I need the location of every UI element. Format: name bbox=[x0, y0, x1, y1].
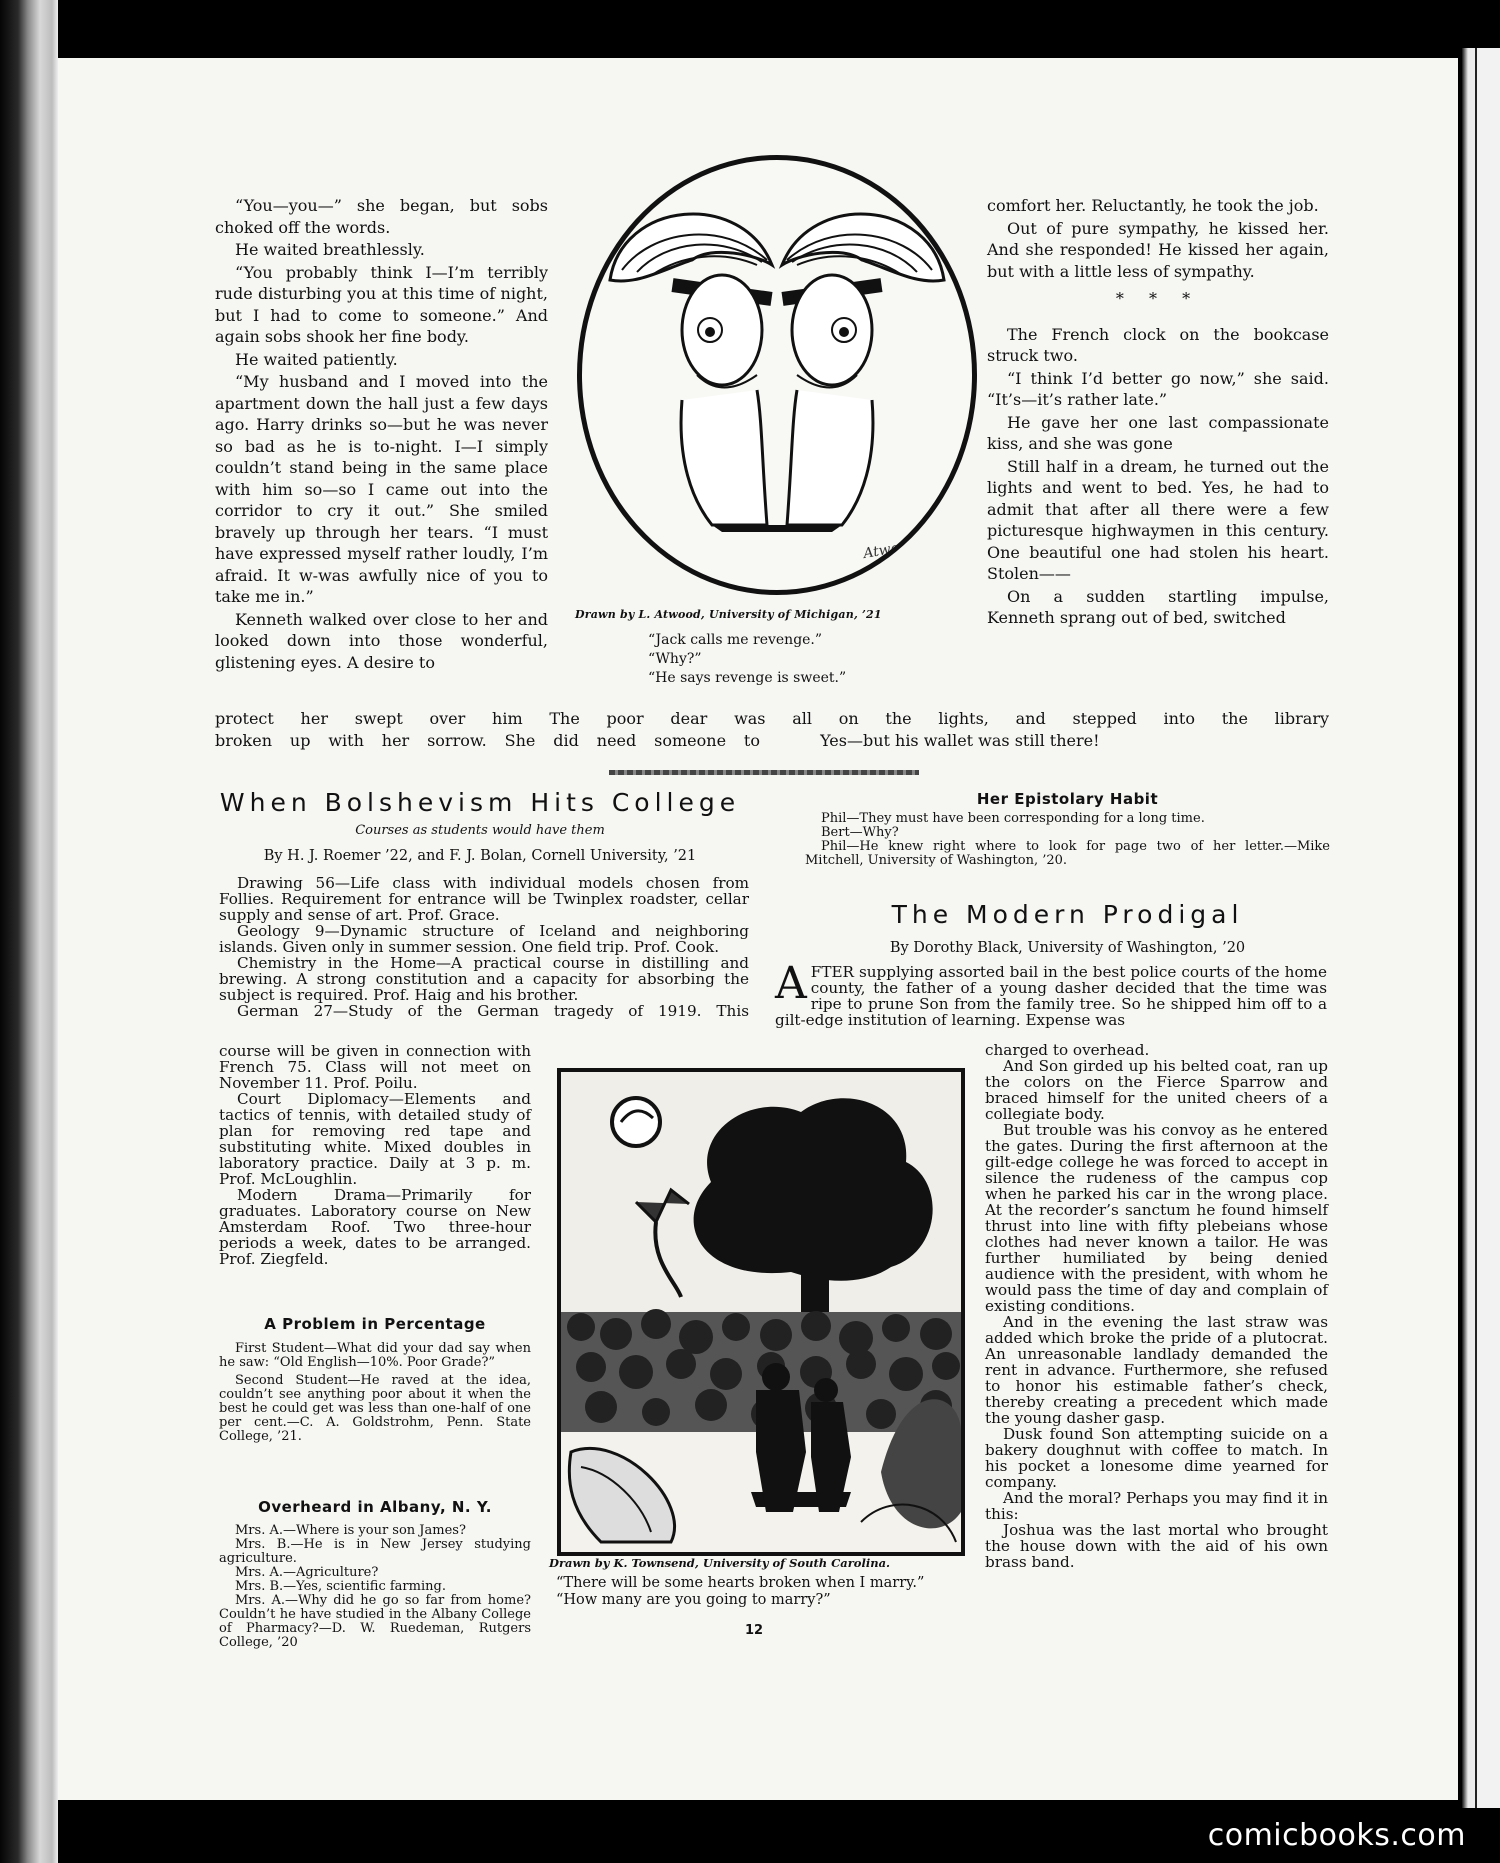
story-paragraph: “You probably think I—I’m terribly rude disturbing you at this time of night, but I had to come to someone.” And again sobs shook her fine body. bbox=[215, 262, 548, 346]
section-divider bbox=[609, 770, 919, 775]
course-listing: Modern Drama—Primarily for graduates. Laboratory course on New Amsterdam Roof. Two three-hour periods a week, dates to be arranged. Prof. Ziegfeld. bbox=[219, 1186, 531, 1268]
course-listing: Drawing 56—Life class with individual models chosen from Follies. Requirement for entrance will be Twinplex roadster, cellar supply and sense of art. Prof. Grace. bbox=[219, 874, 749, 924]
prodigal-paragraph: charged to overhead. bbox=[985, 1041, 1150, 1059]
park-bench-drawing bbox=[561, 1072, 961, 1552]
story-paragraph: Still half in a dream, he turned out the lights and went to bed. Yes, he had to admit that after all there were a few picturesque highwaymen in this century. One beautiful one had stolen his heart. Stolen—— bbox=[987, 456, 1329, 583]
course-listing: Court Diplomacy—Elements and tactics of tennis, with detailed study of plan for removing red tape and substituting white. Mixed doubles in laboratory practice. Daily at 3 p. m. Prof. McLoughlin. bbox=[219, 1090, 531, 1188]
twin-faces-drawing bbox=[582, 160, 972, 590]
dialog-line: Mrs. A.—Where is your son James? bbox=[235, 1523, 466, 1538]
page-number: 12 bbox=[745, 1623, 764, 1638]
prodigal-paragraph: Dusk found Son attempting suicide on a bakery doughnut with coffee to match. In his pocket a lonesome dime yearned for company. bbox=[985, 1425, 1328, 1491]
prodigal-paragraph: And Son girded up his belted coat, ran up the colors on the Fierce Sparrow and braced himself for the united cheers of a collegiate body. bbox=[985, 1057, 1328, 1123]
prodigal-paragraph: Joshua was the last mortal who brought the house down with the aid of his own brass band. bbox=[985, 1521, 1328, 1571]
dialog-line: Mrs. B.—He is in New Jersey studying agriculture. bbox=[219, 1537, 531, 1566]
article-byline: By H. J. Roemer ’22, and F. J. Bolan, Cornell University, ’21 bbox=[263, 848, 697, 864]
story-paragraph: “I think I’d better go now,” she said. “It’s—it’s rather late.” bbox=[987, 368, 1329, 409]
story-paragraph: He waited patiently. bbox=[235, 349, 398, 369]
story-paragraph: He waited breathlessly. bbox=[235, 240, 425, 259]
prodigal-byline: By Dorothy Black, University of Washington, ’20 bbox=[889, 940, 1246, 956]
caption-line: “He says revenge is sweet.” bbox=[648, 670, 847, 686]
story-paragraph: Out of pure sympathy, he kissed her. And she responded! He kissed her again, but with a little less of sympathy. bbox=[987, 218, 1329, 281]
dialog-line: Mrs. A.—Agriculture? bbox=[235, 1565, 379, 1580]
next-page-edge-inner bbox=[1475, 48, 1500, 1808]
prodigal-title: The Modern Prodigal bbox=[891, 900, 1244, 929]
story-paragraph: The French clock on the bookcase struck two. bbox=[987, 324, 1329, 365]
drop-cap: A bbox=[775, 958, 807, 1009]
dialog-line: Phil—He knew right where to look for page two of her letter.—Mike Mitchell, University of Washington, ’20. bbox=[805, 839, 1330, 868]
site-watermark: comicbooks.com bbox=[1207, 1818, 1466, 1853]
story-line: broken up with her sorrow. She did need someone to bbox=[215, 731, 760, 750]
prodigal-paragraph: And in the evening the last straw was added which broke the pride of a plutocrat. An unreasonable landlady demanded the rent in advance. Furthermore, she refused to honor his estimable father’s check, thereby creating a precedent which made the young dasher gasp. bbox=[985, 1313, 1328, 1427]
course-listing: Geology 9—Dynamic structure of Iceland and neighboring islands. Given only in summer session. One field trip. Prof. Cook. bbox=[219, 922, 749, 956]
article-subtitle: Courses as students would have them bbox=[355, 823, 605, 838]
prodigal-opening-text: FTER supplying assorted bail in the best police courts of the home county, the father of a young dasher decided that the time was ripe to prune Son from the family tree. So he shipped him off to a gilt-edge institution of learning. Expense was bbox=[775, 963, 1327, 1029]
illustration-caption bbox=[556, 1575, 924, 1609]
story-column-left bbox=[215, 195, 548, 674]
prodigal-first-paragraph bbox=[775, 958, 1327, 1029]
circular-illustration bbox=[577, 155, 977, 595]
bolshevism-body-narrow bbox=[219, 1043, 531, 1267]
framed-illustration bbox=[557, 1068, 965, 1556]
caption-line: “How many are you going to marry?” bbox=[556, 1592, 831, 1608]
percentage-dialog bbox=[219, 1342, 531, 1444]
story-line: protect her swept over him The poor dear was all on the lights, and stepped into the library bbox=[215, 709, 1329, 728]
book-binding-edge bbox=[0, 0, 58, 1863]
caption-line: “There will be some hearts broken when I marry.” bbox=[556, 1575, 925, 1591]
section-break: * * * bbox=[1115, 289, 1201, 308]
story-paragraph: He gave her one last compassionate kiss, and she was gone bbox=[987, 412, 1329, 453]
illustration-credit: Drawn by L. Atwood, University of Michigan, ’21 bbox=[575, 608, 882, 621]
percentage-title: A Problem in Percentage bbox=[264, 1315, 486, 1333]
epistolary-title: Her Epistolary Habit bbox=[976, 790, 1159, 808]
story-paragraph: Kenneth walked over close to her and looked down into those wonderful, glistening eyes. A desire to bbox=[215, 609, 548, 672]
story-paragraph: On a sudden startling impulse, Kenneth sprang out of bed, switched bbox=[987, 586, 1329, 627]
epistolary-dialog bbox=[805, 812, 1330, 868]
story-paragraph: “You—you—” she began, but sobs choked off the words. bbox=[215, 196, 548, 237]
dialog-line: Second Student—He raved at the idea, couldn’t see anything poor about it when the best he could get was less than one-half of one per cent.—C. A. Goldstrohm, Penn. State College, ’21. bbox=[219, 1373, 531, 1444]
story-paragraph: “My husband and I moved into the apartment down the hall just a few days ago. Harry drinks so—but he was never so bad as he is to-night. I—I simply couldn’t stand being in the same place with him so—so I came out into the corridor to cry it out.” She smiled bravely up through her tears. “I must have expressed myself rather loudly, I’m afraid. It w-was awfully nice of you to take me in.” bbox=[215, 372, 548, 606]
dialog-line: First Student—What did your dad say when he saw: “Old English—10%. Poor Grade?” bbox=[219, 1341, 531, 1370]
artist-signature: Atwood bbox=[862, 537, 918, 563]
prodigal-paragraph: But trouble was his convoy as he entered the gates. During the first afternoon at the gilt-edge college he was forced to accept in silence the rudeness of the campus cop when he parked his car in the wrong place. At the recorder’s sanctum he found himself thrust into line with fifty plebeians whose clothes had never known a tailor. He was further humiliated by being denied audience with the president, with whom he would pass the time of day and complain of existing conditions. bbox=[985, 1121, 1328, 1315]
bolshevism-body-wide bbox=[219, 875, 749, 1019]
course-listing: course will be given in connection with French 75. Class will not meet on November 11. Prof. Poilu. bbox=[219, 1042, 531, 1092]
illustration-credit: Drawn by K. Townsend, University of South Carolina. bbox=[549, 1556, 891, 1570]
course-listing: German 27—Study of the German tragedy of 1919. This bbox=[237, 1002, 749, 1020]
story-spanning-lines bbox=[215, 708, 1329, 752]
illustration-caption bbox=[648, 631, 846, 688]
story-ending: Yes—but his wallet was still there! bbox=[820, 731, 1100, 750]
prodigal-body bbox=[985, 1042, 1328, 1570]
albany-dialog bbox=[219, 1524, 531, 1650]
albany-title: Overheard in Albany, N. Y. bbox=[258, 1498, 492, 1516]
course-listing: Chemistry in the Home—A practical course in distilling and brewing. A strong constitution and a capacity for absorbing the subject is required. Prof. Haig and his brother. bbox=[219, 954, 749, 1004]
dialog-line: Mrs. A.—Why did he go so far from home? Couldn’t he have studied in the Albany College of Pharmacy?—D. W. Ruedeman, Rutgers College, ’20 bbox=[219, 1593, 531, 1650]
story-column-right bbox=[987, 195, 1329, 630]
prodigal-paragraph: And the moral? Perhaps you may find it in this: bbox=[985, 1489, 1328, 1523]
caption-line: “Jack calls me revenge.” bbox=[648, 632, 823, 648]
dialog-line: Bert—Why? bbox=[821, 825, 899, 840]
article-title: When Bolshevism Hits College bbox=[219, 788, 741, 817]
caption-line: “Why?” bbox=[648, 651, 702, 667]
dialog-line: Mrs. B.—Yes, scientific farming. bbox=[235, 1579, 446, 1594]
dialog-line: Phil—They must have been corresponding for a long time. bbox=[821, 811, 1205, 826]
story-paragraph: comfort her. Reluctantly, he took the job. bbox=[987, 196, 1319, 215]
